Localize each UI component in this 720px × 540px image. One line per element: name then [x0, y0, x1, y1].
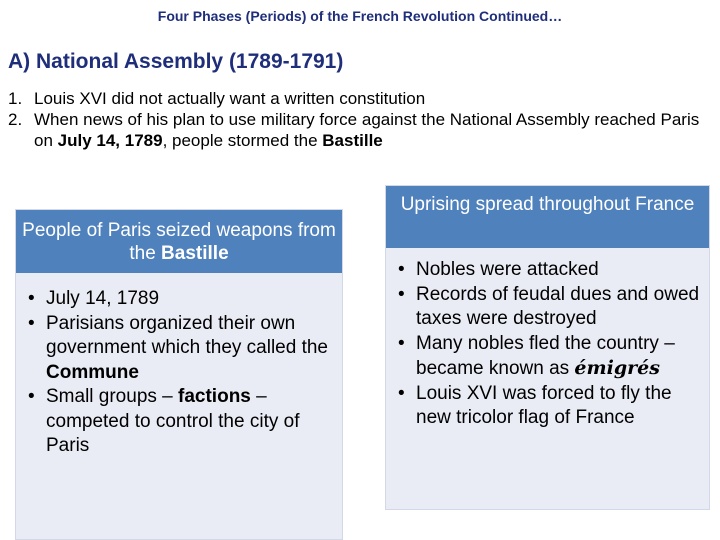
list-item [22, 385, 342, 459]
paris-box-header [16, 210, 342, 273]
point-place: Bastille [322, 131, 383, 150]
paris-box [15, 209, 343, 540]
list-item-text: Louis XVI was forced to fly the new tricolor flag of France [416, 382, 672, 428]
uprising-box-header: Uprising spread throughout France [386, 186, 709, 248]
list-item-bold: Commune [46, 361, 139, 383]
slide-title: Four Phases (Periods) of the French Revolution Continued… [157, 8, 563, 24]
list-item-text: Small groups – [46, 386, 179, 407]
list-item-text: – competed to control the city of Paris [46, 386, 300, 456]
list-item-bold: factions [178, 386, 251, 407]
section-heading: A) National Assembly (1789-1791) [8, 50, 344, 73]
list-item-text: Many nobles fled the country – became known as [416, 332, 675, 379]
list-item [392, 332, 709, 382]
list-item [392, 283, 709, 332]
point-date: July 14, 1789 [57, 131, 163, 150]
paris-box-header-bold: Bastille [161, 243, 229, 264]
paris-box-header-text: People of Paris seized weapons from the [22, 220, 336, 264]
list-item [22, 312, 342, 386]
uprising-box [385, 185, 710, 510]
uprising-box-list [392, 258, 709, 431]
point-number: 1. [8, 89, 23, 108]
point-text: When news of his plan to use military force against the National Assembly reached Paris on [34, 110, 700, 150]
list-item [22, 287, 342, 312]
point-text: , people stormed the [162, 131, 323, 150]
paris-box-list [22, 287, 342, 459]
list-item-text: July 14, 1789 [46, 288, 160, 309]
numbered-point-list [8, 88, 708, 151]
list-item-text: Records of feudal dues and owed taxes were destroyed [416, 283, 700, 329]
point-number: 2. [8, 110, 23, 129]
point-item [8, 109, 708, 151]
list-item-emphasis: émigrés [574, 357, 660, 379]
list-item-text: Parisians organized their own government which they called the [46, 312, 328, 358]
list-item-text: Nobles were attacked [416, 259, 599, 280]
point-text: Louis XVI did not actually want a written constitution [34, 89, 426, 108]
point-item [8, 88, 708, 109]
list-item [392, 382, 709, 431]
list-item [392, 258, 709, 283]
